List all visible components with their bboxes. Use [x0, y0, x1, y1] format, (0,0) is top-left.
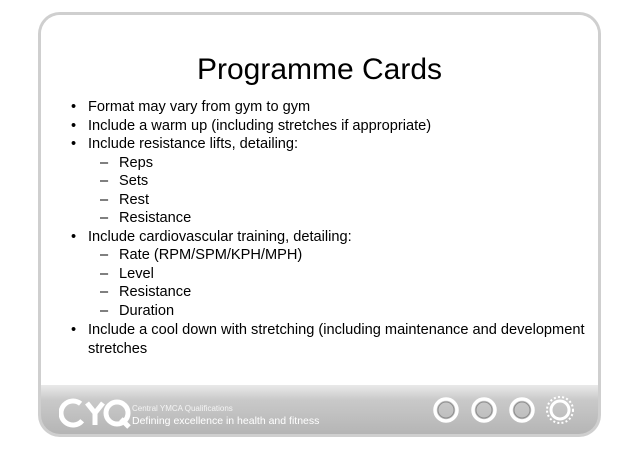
- slide-content: [41, 15, 598, 385]
- slide-title: Programme Cards: [196, 53, 443, 86]
- bullet-item: • Include resistance lifts, detailing:: [65, 135, 585, 154]
- sub-bullet-item: – Sets: [65, 172, 585, 191]
- dotted-ring-icon: [547, 397, 573, 423]
- org-name: Central YMCA Qualifications: [132, 404, 233, 413]
- slide-frame: [38, 12, 601, 437]
- tagline: Defining excellence in health and fitness: [132, 415, 320, 427]
- slide: [41, 15, 598, 434]
- ring-icon: [473, 399, 495, 421]
- sub-bullet-item: – Level: [65, 265, 585, 284]
- footer-rings: [429, 393, 579, 427]
- bullet-item: • Include cardiovascular training, detailing:: [65, 228, 585, 247]
- ring-icon: [435, 399, 457, 421]
- slide-footer: [41, 385, 598, 434]
- bullet-item: • Format may vary from gym to gym: [65, 98, 585, 117]
- ring-icon: [511, 399, 533, 421]
- bullet-list: [65, 98, 585, 358]
- sub-bullet-item: – Duration: [65, 302, 585, 321]
- bullet-item: • Include a cool down with stretching (including maintenance and development stretches: [65, 321, 585, 358]
- sub-bullet-item: – Reps: [65, 154, 585, 173]
- cyq-logo: [59, 393, 139, 433]
- sub-bullet-item: – Rate (RPM/SPM/KPH/MPH): [65, 246, 585, 265]
- sub-bullet-item: – Resistance: [65, 283, 585, 302]
- sub-bullet-item: – Resistance: [65, 209, 585, 228]
- bullet-item: • Include a warm up (including stretches if appropriate): [65, 117, 585, 136]
- sub-bullet-item: – Rest: [65, 191, 585, 210]
